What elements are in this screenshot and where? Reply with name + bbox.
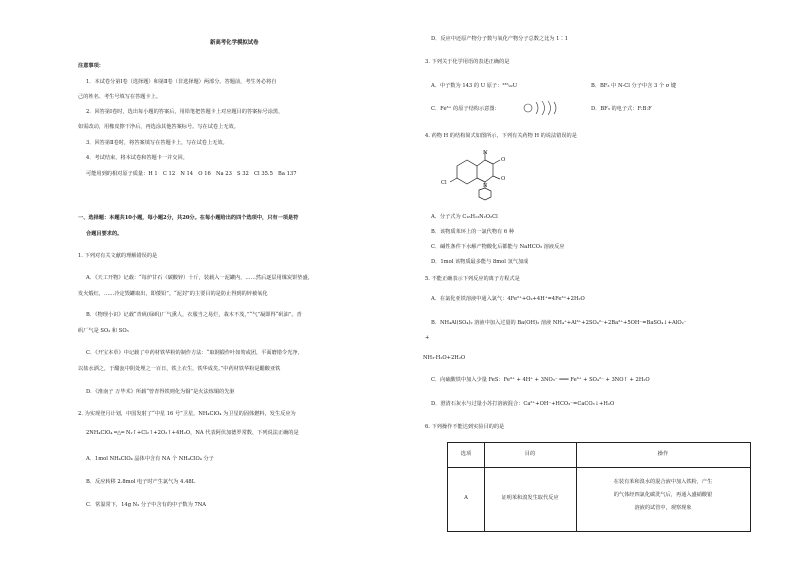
q4-stem: 4. 药物 H 的结构简式如图所示，下列有关药物 H 的说法错误的是 bbox=[425, 133, 577, 139]
q4-option: A．分子式为 C₁₆H₁₃N₂O₂Cl bbox=[431, 214, 498, 220]
q1-option: C．《开宝本草》中记载了中药材铁华粉的制作方法：“取钢锻作叶如笏或团，平面磨错令光净， bbox=[86, 350, 303, 356]
table-cell: 在装有苯和溴水的混合液中加入铁粉，产生 bbox=[613, 479, 713, 485]
table-divider bbox=[448, 467, 750, 468]
mol-atom-label: N bbox=[483, 183, 488, 189]
table-cell: 的气体经四氯化碳洗气后，再通入盛硝酸银 bbox=[613, 492, 713, 498]
q2-stem: 2. 为实现登月计划，中国发射了“中星 16 号”卫星，NH₄ClO₄ 为卫星的固体燃料，发生反应为 bbox=[78, 411, 296, 417]
notice-line: 3．回答第Ⅱ卷时，将答案填写在答题卡上，写在试卷上无效。 bbox=[86, 140, 228, 146]
q2-option-d: D．反应中还原产物分子数与氧化产物分子总数之比为 1∶1 bbox=[431, 36, 568, 42]
q3-option: D．BF₃ 的电子式：F:B:F bbox=[591, 106, 652, 112]
q6-stem: 6. 下列操作不能达到实验目的的是 bbox=[425, 424, 505, 430]
q1-option: D．《淮南子 万毕术》所载“曾青得铁则化为铜”是火法炼铜的先驱 bbox=[86, 389, 235, 395]
q4-option: B．该物质苯环上的一氯代物有 6 种 bbox=[431, 229, 515, 235]
q1-option: 以盐水洒之，于醋瓮中阴处埋之一百日，铁上衣生，铁华成矣。”中药材铁华粉是醋酸亚铁 bbox=[78, 366, 281, 372]
table-header: 选项 bbox=[460, 451, 472, 457]
q3-stem: 3. 下列关于化学用语的表述正确的是 bbox=[425, 59, 510, 65]
q5-stem: 5. 不能正确表示下列反应的离子方程式是 bbox=[425, 276, 520, 282]
q5-option: NH₃·H₂O+2H₂O bbox=[423, 355, 466, 361]
q2-option: C．常温常下，14g N₂ 分子中含有的中子数为 7NA bbox=[86, 502, 207, 508]
table-cell: 证明苯和溴发生取代反应 bbox=[501, 495, 559, 501]
q3-option: C．Fe³⁺ 的原子结构示意图： bbox=[431, 106, 500, 112]
q3-option: B．BF₃ 中 N-Cl 分子中含 3 个 σ 键 bbox=[591, 83, 677, 89]
exam-title: 新高考化学模拟试卷 bbox=[210, 40, 259, 46]
q3-option: A．中子数为 143 的 U 原子：²³⁵₉₂U bbox=[431, 83, 518, 89]
notice-line: 2．回答第Ⅰ卷时，选出每小题的答案后，用铅笔把答题卡上对应题目的答案标号涂黑， bbox=[86, 109, 284, 115]
table-cell: 溶液的试管中，观察现象 bbox=[634, 505, 692, 511]
q5-option: C．向硫酸铁中加入少量 FeS：Fe³⁺ + 4H⁺ + 3NO₃⁻ ═══ Fe³⁺ + SO₄²⁻ + 3NO↑ + 2H₂O bbox=[431, 377, 650, 383]
mol-atom-label: N bbox=[483, 150, 488, 156]
q1-option: 矾厂气是 SO₂ 和 SO₃ bbox=[78, 328, 129, 334]
mol-atom-label: O bbox=[501, 157, 506, 163]
q1-stem: 1. 下列对有关文献的理解错误的是 bbox=[78, 253, 158, 259]
section-heading: 合题目要求的。 bbox=[86, 231, 123, 237]
mol-atom-label: Cl bbox=[441, 180, 447, 186]
notice-line: 4．考试结束，将本试卷和答题卡一并交回。 bbox=[86, 155, 188, 161]
q4-option: C．碱性条件下水解产物酸化后都能与 NaHCO₃ 溶液反应 bbox=[431, 244, 565, 250]
mol-atom-label: O bbox=[501, 176, 506, 182]
table-cell: A bbox=[464, 495, 468, 501]
table-header: 操作 bbox=[657, 451, 669, 457]
q5-option: A．在氯化亚铁溶液中通入氯气：4Fe²⁺+O₂+4H⁺=4Fe³⁺+2H₂O bbox=[431, 296, 585, 302]
q2-option: A．1mol NH₄ClO₄ 晶体中含有 NA 个 NH₄ClO₄ 分子 bbox=[86, 456, 214, 462]
atomic-masses: 可能用到的相对原子质量：H 1 C 12 N 14 O 16 Na 23 S 32 Cl 35.5 Ba 137 bbox=[86, 171, 297, 177]
q5-option: + bbox=[425, 335, 430, 341]
notice-heading: 注意事项： bbox=[78, 63, 104, 69]
q5-option: B．NH₄Al(SO₄)₂ 溶液中加入过量的 Ba(OH)₂ 溶液 NH₄⁺+Al³⁺+2SO₄²⁻+2Ba²⁺+5OH⁻=BaSO₄↓+AlO₂⁻ bbox=[431, 320, 687, 326]
q1-option: A．《天工开物》记载：“每炉甘石（碳酸锌）十斤，装载入一泥罐内，……然后逐层用煤炭饼垫盛， bbox=[86, 275, 313, 281]
drug-h-structure-icon bbox=[445, 146, 515, 204]
section-heading: 一、选择题：本题共10小题，每小题2分，共20分。在每小题给出的四个选项中，只有一项是符 bbox=[78, 215, 299, 221]
q2-equation: 2NH₄ClO₄ ═△═ N₂↑+Cl₂↑+2O₂↑+4H₂O，NA 代表阿伏加德罗常数，下列说法正确的是 bbox=[86, 430, 299, 436]
notice-line: 己的姓名、考生号填写在答题卡上。 bbox=[78, 94, 162, 100]
q1-option: 发火煅红，……冷定毁罐取出，即倭铅”。“泥封”的主要目的是防止得到的锌被氧化 bbox=[78, 291, 268, 297]
q2-option: B．反应转移 2.8mol 电子时产生氯气为 4.48L bbox=[86, 479, 196, 485]
fe-atom-diagram-icon bbox=[521, 100, 561, 116]
q5-option: D．澄清石灰水与过量小苏打溶液混合：Ca²⁺+OH⁻+HCO₃⁻=CaCO₃↓+H₂O bbox=[431, 401, 615, 407]
table-header: 目的 bbox=[524, 451, 536, 457]
notice-line: 如需改动，用橡皮擦干净后，再选涂其他答案标号。写在试卷上无效。 bbox=[78, 124, 239, 130]
q1-option: B．《物理小识》记载“青矾(绿矾)厂气熏人，衣服当之易烂，栽木不茂，”“气”凝即得“矾油”。青 bbox=[86, 312, 302, 318]
q6-table bbox=[447, 442, 751, 532]
q4-option: D．1mol 该物质最多能与 8mol 氢气加成 bbox=[431, 259, 529, 265]
notice-line: 1．本试卷分第Ⅰ卷（选择题）和第Ⅱ卷（非选择题）两部分。答题前，考生务必将自 bbox=[86, 79, 277, 85]
